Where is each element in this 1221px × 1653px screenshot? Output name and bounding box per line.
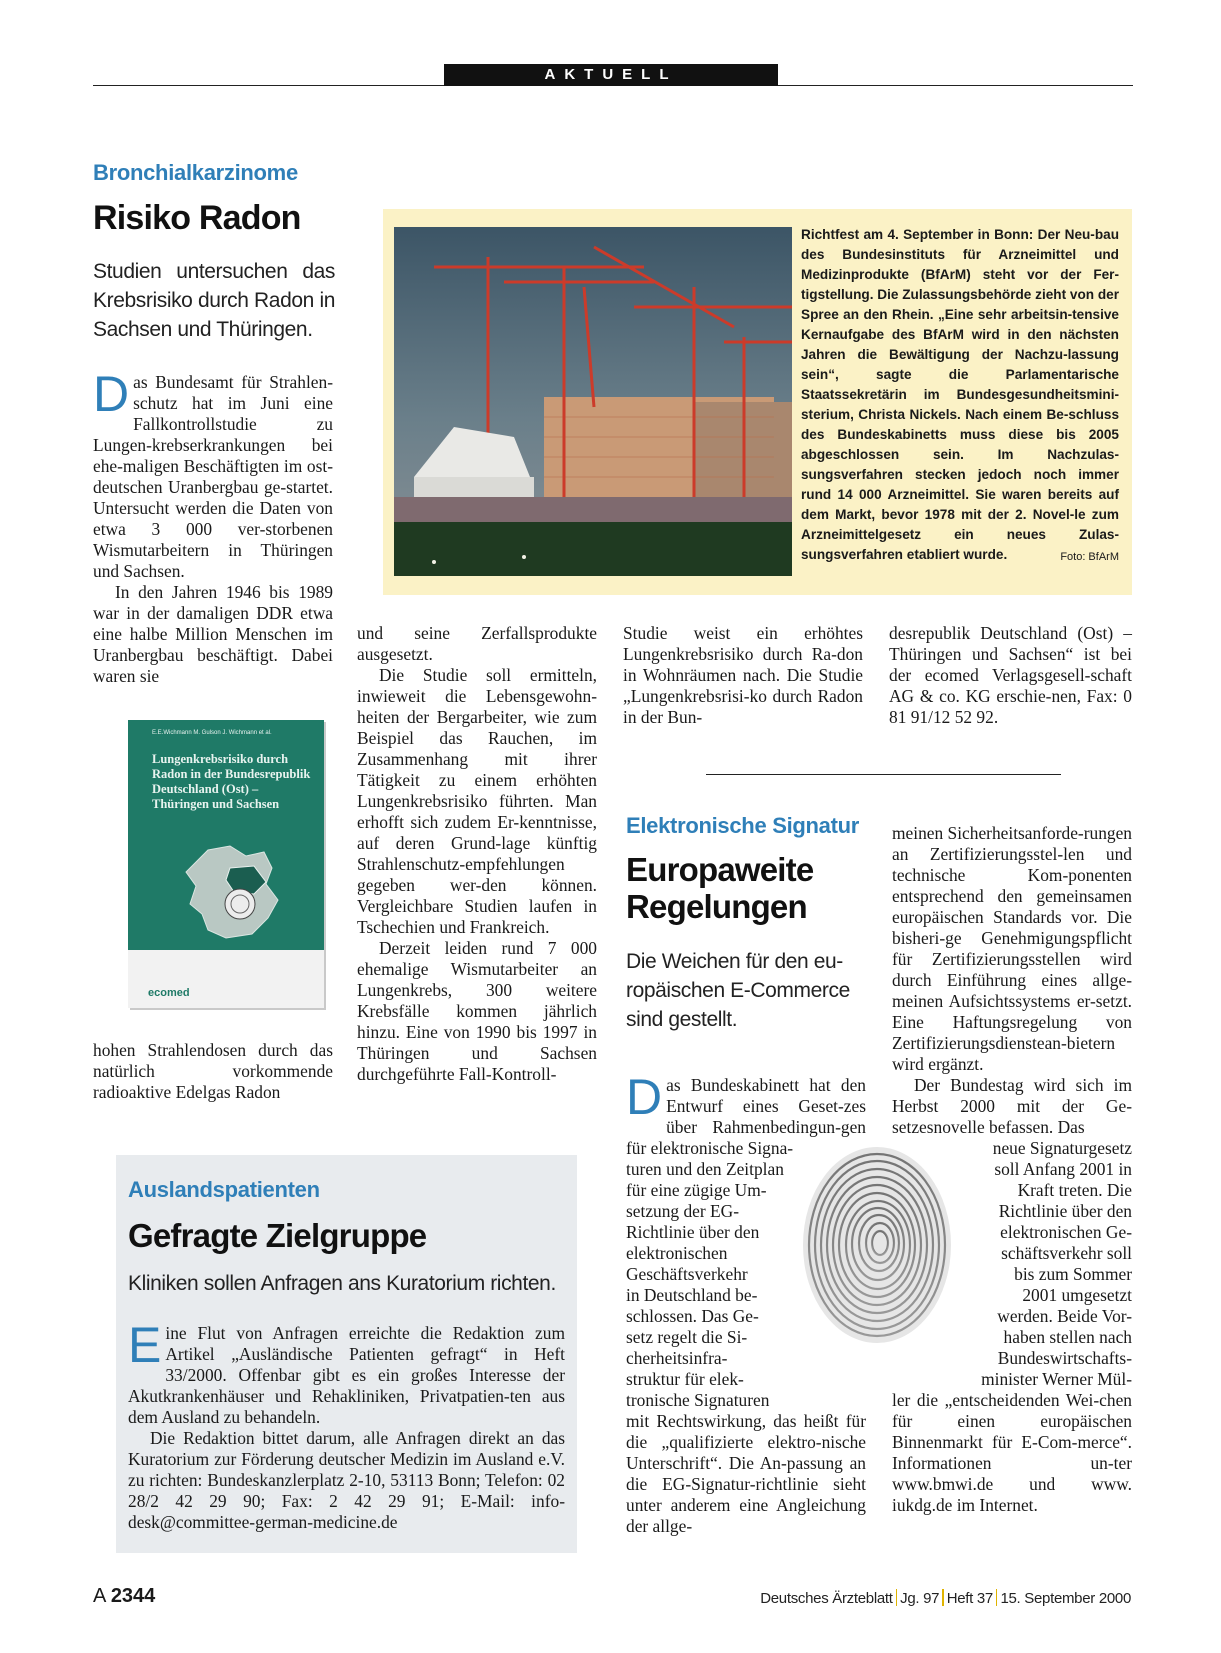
photo-caption-box	[383, 209, 1132, 595]
radon-paragraph-5: Die Studie soll ermitteln, inwieweit die Lebensgewohn-heiten der Bergarbeiter, wie zum Beispiel das Rauchen, im Zusammenhang mit ihrer Tätigkeit zu einem erhöhten Lungenkrebsrisiko führten. Man erhofft sich zudem Er-kenntnisse, auf deren Grund-lage künftig Strahlenschutz-empfehlungen gegeben wer-den können. Vergleichbare Studien laufen in Tschechien und Frankreich.	[357, 665, 597, 937]
wrap-line: Bundeswirtschafts-	[997, 1348, 1132, 1368]
radon-paragraph-3: hohen Strahlendosen durch das natürlich vorkommende radioaktive Edelgas Radon	[93, 1040, 333, 1102]
photo-caption	[801, 225, 1119, 567]
germany-map-icon	[168, 842, 292, 942]
auslands-body	[128, 1317, 565, 1533]
signatur-headline-line-1: Europaweite	[626, 851, 814, 888]
wrap-line: Richtlinie über den	[998, 1201, 1132, 1221]
wrap-line: Richtlinie über den	[626, 1222, 760, 1242]
radon-dropcap: D	[93, 366, 130, 422]
auslands-dropcap: E	[128, 1317, 162, 1373]
wrap-line: struktur für elek-	[626, 1369, 744, 1389]
radon-paragraph-1: as Bundesamt für Strahlen-schutz hat im Juni eine Fallkontrollstudie zu Lungen-krebserkrankungen bei ehe-maligen Beschäftigten im ost-deutschen Uranbergbau ge-startet. Untersucht werden die Daten von etwa 3 000 ver-storbenen Wismutarbeitern in Thüringen und Sachsen.	[93, 372, 333, 581]
signatur-paragraph-1-top: as Bundeskabinett hat den Entwurf eines Geset-zes über Rahmenbedingun-gen für elektronische Signa-	[626, 1075, 866, 1158]
radon-paragraph-4: und seine Zerfallsprodukte ausgesetzt.	[357, 623, 597, 664]
caption-text: Richtfest am 4. September in Bonn: Der Neu-bau des Bundesinstituts für Arzneimittel und Medizinprodukte (BfArM) steht vor der Fer-tigstellung. Die Zulassungsbehörde zieht von der Spree an den Rhein. „Eine sehr arbeitsin-tensive Kernaufgabe des BfArM wird in den nächsten Jahren die Bewältigung der Nachzu-lassung sein“, sagte die Parlamentarische Staatssekretärin im Bundesgesundheitsmini-sterium, Christa Nickels. Nach einem Be-schluss des Bundeskabinetts muss diese bis 2005 abgeschlossen sein. Im Nachzulas-sungsverfahren stecken jedoch noch immer rund 14 000 Arzneimittel. Sie waren bereits auf dem Markt, bevor 1978 mit der 2. Novel-le zum Arzneimittelgesetz ein neues Zulas-sungsverfahren etabliert wurde.	[801, 227, 1119, 562]
radon-paragraph-6: Derzeit leiden rund 7 000 ehemalige Wismutarbeiter an Lungenkrebs, 300 weitere Krebsfälle kommen jährlich hinzu. Eine von 1990 bis 1997 in Thüringen und Sachsen durchgeführte Fall-Kontroll-	[357, 938, 597, 1084]
wrap-line: schlossen. Das Ge-	[626, 1306, 759, 1326]
wrap-line: 2001 umgesetzt	[1022, 1285, 1132, 1305]
signatur-paragraph-3-bottom: ler die „entscheidenden Wei-chen für einen europäischen Binnenmarkt für E-Com-merce“. Informationen un-ter www.bmwi.de und www. iukdg.de im Internet.	[892, 1390, 1132, 1515]
section-divider	[706, 774, 1061, 775]
footer-separator	[942, 1589, 944, 1606]
construction-photo	[394, 227, 792, 576]
book-bottom-panel	[128, 950, 324, 1008]
wrap-line: für eine zügige Um-	[626, 1180, 767, 1200]
wrap-line: werden. Beide Vor-	[997, 1306, 1132, 1326]
page-number	[93, 1585, 155, 1608]
auslands-headline: Gefragte Zielgruppe	[128, 1217, 427, 1254]
auslands-paragraph-2: Die Redaktion bittet darum, alle Anfragen direkt an das Kuratorium zur Förderung deutscher Medizin im Ausland e.V. zu richten: Bundeskanzlerplatz 2-10, 53113 Bonn; Telefon: 02 28/2 42 29 90; Fax: 2 42 29 91; E-Mail: info-desk@committee-german-medicine.de	[128, 1428, 565, 1532]
signatur-wrap-lines-right	[892, 1138, 1132, 1390]
signatur-column-a	[626, 1069, 866, 1537]
signatur-wrap-lines-left	[626, 1159, 866, 1411]
signatur-paragraph-2: meinen Sicherheitsanforde-rungen an Zertifizierungsstel-len und technische Kom-ponenten entsprechend den gemeinsamen europäischen Standards vor. Die bisheri-ge Genehmigungspflicht für Zertifizierungsstellen wird durch Einführung eines allge-meinen Aufsichtssystems er-setzt. Eine Haftungsregelung von Zertifizierungsdienstean-bietern wird ergänzt.	[892, 823, 1132, 1074]
section-label: AKTUELL	[444, 64, 778, 86]
radon-column-1c	[93, 1040, 333, 1103]
radon-column-1a	[93, 366, 333, 687]
page-number-value: 2344	[110, 1585, 156, 1607]
radon-paragraph-8: desrepublik Deutschland (Ost) – Thüringen und Sachsen“ ist bei der ecomed Verlagsgesell-schaft AG & co. KG erschie-nen, Fax: 0 81 91/12 52 92.	[889, 623, 1132, 727]
signatur-deck: Die Weichen für den eu-ropäischen E-Commerce sind gestellt.	[626, 950, 850, 1031]
signatur-column-b	[892, 823, 1132, 1516]
radon-kicker: Bronchialkarzinome	[93, 160, 298, 185]
wrap-line: schäftsverkehr soll	[1001, 1243, 1132, 1263]
wrap-line: setz regelt die Si-	[626, 1327, 748, 1347]
footer-separator	[896, 1589, 898, 1606]
wrap-line: cherheitsinfra-	[626, 1348, 728, 1368]
radon-paragraph-7: Studie weist ein erhöhtes Lungenkrebsrisiko durch Ra-don in Wohnräumen nach. Die Studie „Lungenkrebsrisi-ko durch Radon in der Bun-	[623, 623, 863, 727]
wrap-line: neue Signaturgesetz	[992, 1138, 1132, 1158]
wrap-line: Geschäftsverkehr	[626, 1264, 748, 1284]
auslands-paragraph-1: ine Flut von Anfragen erreichte die Redaktion zum Artikel „Ausländische Patienten gefragt“ in Heft 33/2000. Offenbar gibt es ein großes Interesse der Akutkrankenhäuser und Rehakliniken, Privatpatien-ten aus dem Ausland zu behandeln.	[128, 1323, 565, 1427]
wrap-line: bis zum Sommer	[1014, 1264, 1132, 1284]
book-authors: E.E.Wichmann M. Gulson J. Wichmann et al.	[152, 730, 272, 736]
wrap-line: elektronischen	[626, 1243, 728, 1263]
radon-headline: Risiko Radon	[93, 199, 301, 237]
radon-column-4	[889, 623, 1132, 728]
page-prefix: A	[93, 1585, 106, 1607]
radon-paragraph-2: In den Jahren 1946 bis 1989 war in der damaligen DDR etwa eine halbe Million Menschen im Uranbergbau beschäftigt. Dabei waren sie	[93, 582, 333, 686]
photo-credit: Foto: BfArM	[1060, 551, 1119, 563]
wrap-line: Kraft treten. Die	[1017, 1180, 1132, 1200]
publisher-logo: ecomed	[148, 987, 190, 999]
radon-deck: Studien untersuchen das Krebsrisiko durch Radon in Sachsen und Thüringen.	[93, 260, 335, 341]
journal-volume: Jg. 97	[900, 1590, 940, 1607]
signatur-paragraph-3-first: Der Bundestag wird sich im Herbst 2000 mit der Ge-setzesnovelle befassen. Das	[892, 1075, 1132, 1137]
journal-issue: Heft 37	[946, 1590, 993, 1607]
wrap-line: turen und den Zeitplan	[626, 1159, 784, 1179]
wrap-line: haben stellen nach	[1003, 1327, 1132, 1347]
radon-column-2	[357, 623, 597, 1085]
auslandspatienten-box	[116, 1155, 577, 1553]
wrap-line: elektronischen Ge-	[1000, 1222, 1132, 1242]
signatur-kicker: Elektronische Signatur	[626, 813, 860, 838]
book-title: Lungenkrebsrisiko durch Radon in der Bundesrepublik Deutschland (Ost) – Thüringen und Sachsen	[152, 752, 311, 811]
wrap-line: minister Werner Mül-	[981, 1369, 1132, 1389]
journal-name: Deutsches Ärzteblatt	[760, 1590, 893, 1607]
wrap-line: setzung der EG-	[626, 1201, 739, 1221]
auslands-deck: Kliniken sollen Anfragen ans Kuratorium richten.	[128, 1272, 556, 1295]
journal-footer	[760, 1589, 1131, 1607]
wrap-line: soll Anfang 2001 in	[994, 1159, 1132, 1179]
journal-date: 15. September 2000	[1000, 1590, 1131, 1607]
wrap-line: tronische Signaturen	[626, 1390, 770, 1410]
auslands-kicker: Auslandspatienten	[128, 1177, 320, 1202]
signatur-dropcap: D	[626, 1069, 663, 1125]
book-cover-image	[128, 720, 324, 1008]
radon-column-3	[623, 623, 863, 728]
wrap-line: in Deutschland be-	[626, 1285, 758, 1305]
signatur-headline-line-2: Regelungen	[626, 888, 807, 925]
signatur-paragraph-1-bottom: mit Rechtswirkung, das heißt für die „qualifizierte elektro-nische Unterschrift“. Die An-passung an die EG-Signatur-richtlinie sieht unter anderem eine Angleichung der allge-	[626, 1411, 866, 1536]
footer-separator	[996, 1589, 998, 1606]
